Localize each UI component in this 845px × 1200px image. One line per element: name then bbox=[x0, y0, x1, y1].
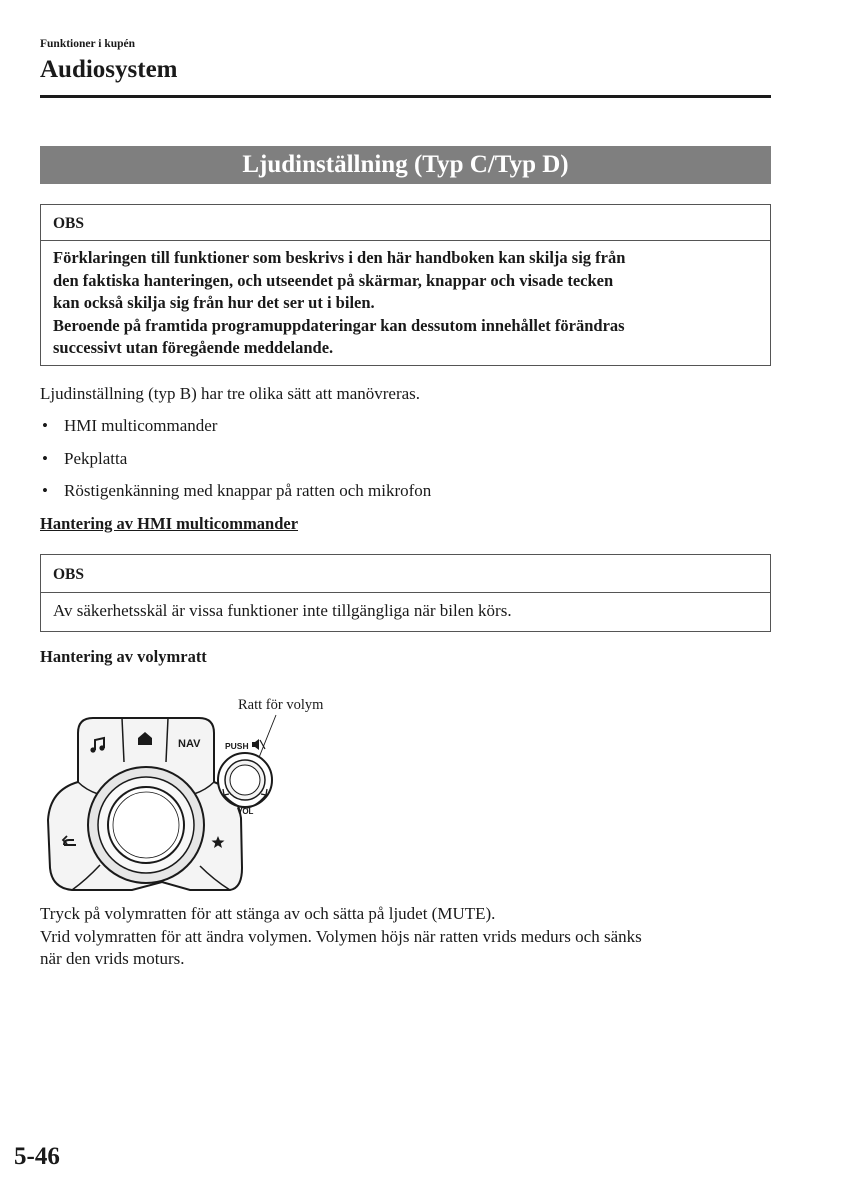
note-line: successivt utan föregående meddelande. bbox=[53, 338, 334, 357]
note-line: kan också skilja sig från hur det ser ut i bilen. bbox=[53, 293, 375, 312]
note-heading: OBS bbox=[41, 205, 770, 241]
section-banner: Ljudinställning (Typ C/Typ D) bbox=[40, 146, 771, 184]
subheading-volume: Hantering av volymratt bbox=[40, 647, 207, 666]
push-label: PUSH bbox=[225, 741, 249, 751]
note-body: Av säkerhetsskäl är vissa funktioner inte tillgängliga när bilen körs. bbox=[53, 601, 512, 620]
list-item bbox=[40, 479, 431, 512]
vol-label: VOL bbox=[237, 807, 254, 816]
subheading-hmi: Hantering av HMI multicommander bbox=[40, 514, 299, 533]
note-box-2 bbox=[40, 554, 771, 632]
method-list bbox=[40, 414, 431, 512]
chapter-divider bbox=[40, 95, 771, 98]
commander-knob[interactable] bbox=[108, 787, 184, 863]
callout-label: Ratt för volym bbox=[238, 697, 324, 713]
note-body bbox=[41, 241, 770, 365]
chapter-title: Audiosystem bbox=[40, 56, 178, 83]
section-label: Funktioner i kupén bbox=[40, 38, 136, 50]
bullet-icon: • bbox=[42, 416, 48, 435]
bullet-icon: • bbox=[42, 481, 48, 500]
body-line: Tryck på volymratten för att stänga av och sätta på ljudet (MUTE). bbox=[40, 904, 496, 923]
list-item bbox=[40, 447, 431, 480]
note-line: Beroende på framtida programuppdateringar kan dessutom innehållet förändras bbox=[53, 315, 625, 335]
commander-figure bbox=[38, 690, 358, 900]
intro-paragraph: Ljudinställning (typ B) har tre olika sätt att manövreras. bbox=[40, 384, 421, 403]
body-line: Vrid volymratten för att ändra volymen. Volymen höjs när ratten vrids medurs och sänks bbox=[40, 926, 642, 946]
note-heading: OBS bbox=[41, 555, 770, 593]
note-box-1 bbox=[40, 204, 771, 366]
body-line: när den vrids moturs. bbox=[40, 949, 185, 968]
list-item-text: Röstigenkänning med knappar på ratten och mikrofon bbox=[64, 481, 432, 500]
body-paragraph bbox=[40, 903, 642, 971]
page-number: 5-46 bbox=[14, 1143, 60, 1170]
list-item-text: HMI multicommander bbox=[64, 416, 218, 435]
note-line: den faktiska hanteringen, och utseendet på skärmar, knappar och visade tecken bbox=[53, 270, 614, 290]
list-item bbox=[40, 414, 431, 447]
list-item-text: Pekplatta bbox=[64, 448, 128, 468]
note-line: Förklaringen till funktioner som beskrivs i den här handboken kan skilja sig från bbox=[53, 248, 626, 267]
nav-button-label[interactable]: NAV bbox=[178, 738, 201, 750]
bullet-icon: • bbox=[42, 448, 48, 468]
